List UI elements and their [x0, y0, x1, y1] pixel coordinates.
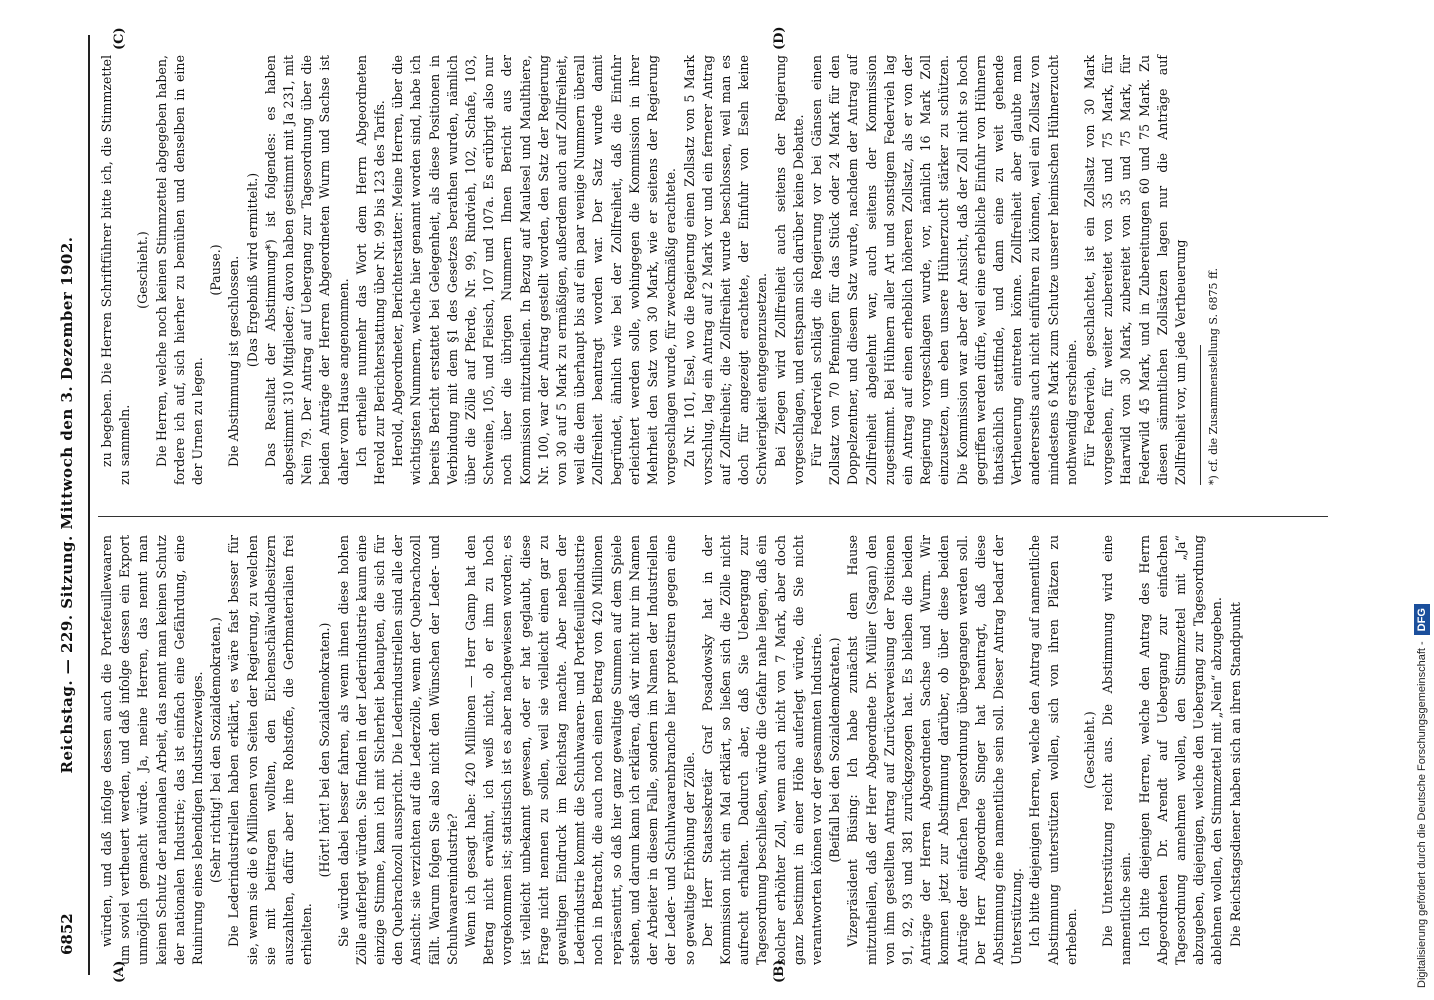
paragraph: zu begeben. Die Herren Schriftführer bitte ich, die Stimmzettel zu sammeln. — [99, 55, 133, 485]
footnote-rule — [1200, 345, 1201, 485]
paragraph: Sie würden dabei besser fahren, als wenn ihnen diese hohen Zölle auferlegt würden. Sie finden in der Lederindustrie kaum eine einzige Stimme, kann ich mit Sicherheit behaupten, die sich für den Quebrachozoll ausspricht. Die Lederindustriellen sind alle der Ansicht: sie verzichten auf die Lederzölle, wenn der Quebrachozoll fällt. Warum folgen Sie also nicht den Wünschen der Leder- und Schuhwaarenindustrie? — [335, 535, 460, 965]
text-column-left — [98, 535, 1328, 965]
dfg-logo: DFG — [1414, 604, 1430, 635]
page-header — [52, 35, 86, 975]
footnote: *) cf. die Zusammenstellung S. 6875 ff. — [1207, 268, 1221, 485]
paragraph: Das Resultat der Abstimmung*) ist folgendes: es haben abgestimmt 310 Mitglieder; davon haben gestimmt mit Ja 231, mit Nein 79. Der Antrag auf Uebergang zur Tagesordnung über die beiden Anträge der Herren Abgeordneten Wurm und Sachse ist daher vom Hause angenommen. — [262, 55, 351, 485]
page-number: 6852 — [58, 913, 76, 955]
paragraph: Die Lederindustriellen haben erklärt, es wäre fast besser für sie, wenn sie die 6 Millionen von Seiten der Regierung, zu welchen sie mit beitragen wollten, den Eichenschälwaldbesitzern auszahlten, dafür aber ihre Rohstoffe, die Gerbmaterialien frei erhielten. — [226, 535, 315, 965]
column-divider — [98, 516, 1328, 517]
header-rule — [88, 35, 90, 975]
paragraph: Die Abstimmung ist geschlossen. — [226, 255, 242, 467]
text-column-right — [98, 55, 1328, 485]
paragraph: Der Herr Staatssekretär Graf Posadowsky hat in der Kommission nicht ein Mal erklärt, so ließen sich die Zölle nicht aufrecht erhalten. Dadurch aber, daß Sie Uebergang zur Tagesordnung beschließen, würde die Gefahr nahe liegen, daß ein solcher erhöhter Zoll, wenn auch nicht von 7 Mark, aber doch ganz bestimmt in einer Höhe auferlegt würde, die Sie nicht verantworten können vor der gesammten Industrie. — [699, 535, 824, 965]
paragraph: Wenn ich gesagt habe: 420 Millionen — Herr Gamp hat den Betrag nicht erwähnt, ich weiß nicht, ob er ihm zu hoch vorgekommen ist; statistisch ist es aber nachgewiesen worden; es ist vielleicht unbekannt gewesen, oder er hat geglaubt, diese Frage nicht nennen zu sollen, weil sie vielleicht einen gar zu gewaltigen Eindruck im Reichstag machte. Aber neben der Lederindustrie kommt die Schuhwaaren- und Portefeuilleindustrie noch in Betracht, die auch noch einen Betrag von 420 Millionen repräsentirt, so daß hier ganz gewaltige Summen auf dem Spiele stehen, und darum kann ich erklären, daß wir nicht nur im Namen der Arbeiter in diesem Falle, sondern im Namen der Industriellen der Leder- und Schuhwaarenbranche hier protestiren gegen eine so gewaltige Erhöhung der Zölle. — [463, 535, 697, 965]
paragraph: Die Unterstützung reicht aus. Die Abstimmung wird eine namentliche sein. — [1100, 535, 1134, 965]
paragraph: Vizepräsident Büsing: Ich habe zunächst dem Hause mitzutheilen, daß der Herr Abgeordnete Dr. Müller (Sagan) den von ihm gestellten Antrag auf Zurückverweisung der Positionen 91, 92, 93 und 381 zurückgezogen hat. Es bleiben die beiden Anträge der Herren Abgeordneten Sachse und Wurm. Wir kommen jetzt zur Abstimmung darüber, ob über diese beiden Anträge der einfachen Tagesordnung übergegangen werden soll. Der Herr Abgeordnete Singer hat beantragt, daß diese Abstimmung eine namentliche sein soll. Dieser Antrag bedarf der Unterstützung. — [845, 535, 1025, 965]
margin-marker-d: (D) — [772, 26, 787, 50]
page-title: Reichstag. — 229. Sitzung. Mittwoch den 3. Dezember 1902. — [58, 236, 76, 774]
paragraph: (Hört! hört! bei den Sozialdemokraten.) — [317, 622, 333, 878]
paragraph: Die Reichstagsdiener haben sich an ihren Standpunkt — [1227, 602, 1243, 947]
paragraph: Ich ertheile nunmehr das Wort dem Herrn Abgeordneten Herold zur Berichterstattung über Nr. 99 bis 123 des Tarifs. — [353, 55, 388, 485]
paragraph: Bei Ziegen wird Zollfreiheit auch seitens der Regierung vorgeschlagen, und entspann sich darüber keine Debatte. — [772, 55, 806, 485]
margin-marker-b: (B) — [772, 959, 787, 983]
margin-marker-c: (C) — [112, 27, 127, 50]
paragraph: Herold, Abgeordneter, Berichterstatter: Meine Herren, über die wichtigsten Nummern, welche hier genannt worden sind, habe ich bereits Bericht erstattet bei Gelegenheit, als diese Positionen in Verbindung mit dem §1 des Gesetzes berathen wurden, nämlich über die Zölle auf Pferde, Nr. 99, Rindvieh, 102, Schafe, 103, Schweine, 105, und Fleisch, 107 und 107a. Es erübrigt also nur noch über die übrigen Nummern Ihnen Bericht aus der Kommission mitzutheilen. In Bezug auf Maulesel und Maulthiere, Nr. 100, war der Antrag gestellt worden, den Satz der Regierung von 30 auf 5 Mark zu ermäßigen, außerdem auch auf Zollfreiheit, weil die dem überhaupt bis auf ein paar wenige Nummern überall Zollfreiheit beantragt worden war. Der Satz wurde damit begründet, ähnlich wie bei der Zollfreiheit, daß die Einfuhr erleichtert werden solle, wohingegen die Kommission in ihrer Mehrheit den Satz von 30 Mark, wie er seitens der Regierung vorgeschlagen wurde, für zweckmäßig erachtete. — [390, 55, 679, 485]
rotated-document-page — [12, 25, 1352, 985]
paragraph: Für Federvieh, geschlachtet, ist ein Zollsatz von 30 Mark vorgesehen, für weiter zubereitet von 35 und 75 Mark, für Haarwild von 30 Mark, zubereitet von 35 und 75 Mark, für Federwild 45 Mark, und in Zubereitungen 60 und 75 Mark. Zu diesen sämmtlichen Zollsätzen lagen nur die Anträge auf Zollfreiheit vor, um jede Vertheuerung — [1081, 55, 1188, 485]
paragraph: Zu Nr. 101, Esel, wo die Regierung einen Zollsatz von 5 Mark vorschlug, lag ein Antrag auf 2 Mark vor und ein fernerer Antrag auf Zollfreiheit; die Zollfreiheit wurde beschlossen, weil man es doch für angezeigt erachtete, der Einfuhr von Eseln keine Schwierigkeit entgegenzusetzen. — [681, 55, 770, 485]
paragraph: Die Herren, welche noch keinen Stimmzettel abgegeben haben, fordere ich auf, sich hierher zu bemühen und denselben in eine der Urnen zu legen. — [153, 55, 206, 485]
credit-text: Digitalisierung gefördert durch die Deutsche Forschungsgemeinschaft - — [1416, 641, 1428, 988]
paragraph: (Beifall bei den Sozialdemokraten.) — [827, 637, 843, 863]
paragraph: Ich bitte diejenigen Herren, welche den Antrag des Herrn Abgeordneten Dr. Arendt auf Uebergang zur einfachen Tagesordnung annehmen wollen, den Stimmzettel mit „Ja“ abzugeben, diejenigen, welche den Uebergang zur Tagesordnung ablehnen wollen, den Stimmzettel mit „Nein“ abzugeben. — [1136, 535, 1225, 965]
paragraph: (Geschieht.) — [1081, 711, 1097, 789]
paragraph: Ich bitte diejenigen Herren, welche den Antrag auf namentliche Abstimmung unterstützen wollen, sich von ihren Plätzen zu erheben. — [1027, 535, 1079, 965]
paragraph: (Geschieht.) — [135, 231, 151, 309]
paragraph: Für Federvieh schlägt die Regierung vor bei Gänsen einen Zollsatz von 70 Pfennigen für das Stück oder 24 Mark für den Doppelzentner, und diesem Satz wurde, nachdem der Antrag auf Zollfreiheit abgelehnt war, auch seitens der Kommission zugestimmt. Bei Hühnern aller Art und sonstigem Federvieh lag ein Antrag auf einen erheblich höheren Zollsatz, als er von der Regierung vorgeschlagen wurde, vor, nämlich 16 Mark Zoll einzusetzen, um eben unsere Hühnerzucht stärker zu schützen. Die Kommission war aber der Ansicht, daß der Zoll nicht so hoch gegriffen werden dürfe, weil eine erhebliche Einfuhr von Hühnern thatsächlich stattfinde, und dann eine zu weit gehende Vertheuerung eintreten könne. Zollfreiheit aber glaubte man andererseits auch nicht einführen zu können, weil ein Zollsatz von mindestens 6 Mark zum Schutze unserer heimischen Hühnerzucht nothwendig erscheine. — [808, 55, 1079, 485]
paragraph: würden, und daß infolge dessen auch die Portefeuillewaaren um soviel vertheuert werden, und daß infolge dessen ein Export unmöglich gemacht würde. Ja, meine Herren, das nennt man keinen Schutz der nationalen Arbeit, das nennt man keinen Schutz der nationalen Industrie; das ist einfach eine Gefährdung, eine Ruinirung eines lebendigen Industriezweiges. — [99, 535, 206, 965]
margin-marker-a: (A) — [112, 960, 127, 983]
digitization-credit — [1405, 8, 1431, 992]
paragraph: (Sehr richtig! bei den Sozialdemokraten.) — [208, 617, 224, 883]
paragraph: (Das Ergebniß wird ermittelt.) — [244, 172, 260, 368]
paragraph: (Pause.) — [208, 244, 224, 296]
